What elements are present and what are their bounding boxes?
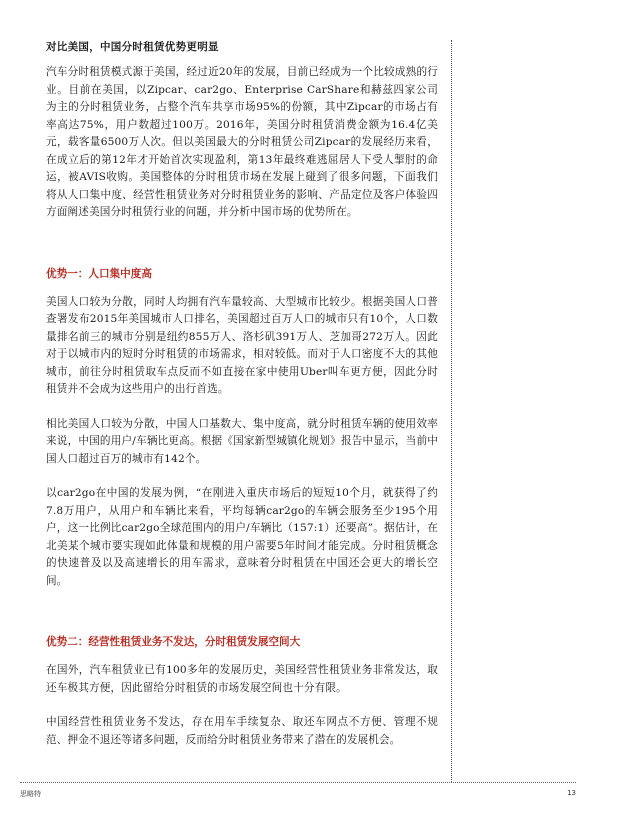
intro-paragraph: 汽车分时租赁模式源于美国，经过近20年的发展，目前已经成为一个比较成熟的行业。目前在美国，以Zipcar、car2go、Enterprise CarShare和赫兹四家公司为主的分时租赁业务，占整个汽车共享市场95%的份额，其中Zipcar的市场占有率高达75%，用户数超过100万。2016年，美国分时租赁消费金额为16.4亿美元，载客量6500万人次。但以美国最大的分时租赁公司Zipcar的发展经历来看，在成立后的第12年才开始首次实现盈利，第13年最终难逃屈居人下受人掣肘的命运，被AVIS收购。美国整体的分时租赁市场在发展上碰到了很多问题，下面我们将从人口集中度、经营性租赁业务对分时租赁业务的影响、产品定位及客户体验四方面阐述美国分时租赁行业的问题，并分析中国市场的优势所在。 (46, 66, 438, 218)
section-1-paragraph: 美国人口较为分散，同时人均拥有汽车量较高、大型城市比较少。根据美国人口普查署发布2015年美国城市人口排名，美国超过百万人口的城市只有10个，人口数量排名前三的城市分别是纽约855万人、洛杉矶391万人、芝加哥272万人。因此对于以城市内的短时分时租赁的市场需求，相对较低。而对于人口密度不大的其他城市，前往分时租赁取车点反而不如直接在家中使用Uber叫车更方便，因此分时租赁并不会成为这些用户的出行首选。 (46, 295, 438, 395)
footer-brand: 思略特 (20, 790, 41, 798)
section-1-paragraph: 相比美国人口较为分散，中国人口基数大、集中度高，就分时租赁车辆的使用效率来说，中国的用户/车辆比更高。根据《国家新型城镇化规划》报告中显示，当前中国人口超过百万的城市有142个。 (46, 417, 438, 465)
page-number: 13 (567, 789, 576, 797)
column-divider (451, 40, 452, 782)
footer-divider (20, 782, 576, 783)
section-heading-advantage-2: 优势二：经营性租赁业务不发达，分时租赁发展空间大 (46, 636, 301, 648)
page-title: 对比美国，中国分时租赁优势更明显 (46, 41, 219, 53)
section-gap (46, 607, 438, 635)
section-heading-advantage-1: 优势一：人口集中度高 (46, 267, 152, 280)
main-content (46, 40, 438, 766)
section-2-paragraph: 在国外，汽车租赁业已有100多年的发展历史，美国经营性租赁业务非常发达，取还车极其方便，因此留给分时租赁的市场发展空间也十分有限。 (46, 664, 438, 694)
section-gap (46, 239, 438, 267)
section-1-paragraph: 以car2go在中国的发展为例，“在刚进入重庆市场后的短短10个月，就获得了约7.8万用户，从用户和车辆比来看，平均每辆car2go的车辆会服务至少195个用户，这一比例比car2go全球范围内的用户/车辆比（157:1）还要高”。据估计，在北美某个城市要实现如此体量和规模的用户需要5年时间才能完成。分时租赁概念的快速普及以及高速增长的用车需求，意味着分时租赁在中国还会更大的增长空间。 (46, 487, 438, 587)
section-2-paragraph: 中国经营性租赁业务不发达，存在用车手续复杂、取还车网点不方便、管理不规范、押金不退还等诸多问题，反而给分时租赁业务带来了潜在的发展机会。 (46, 716, 438, 746)
